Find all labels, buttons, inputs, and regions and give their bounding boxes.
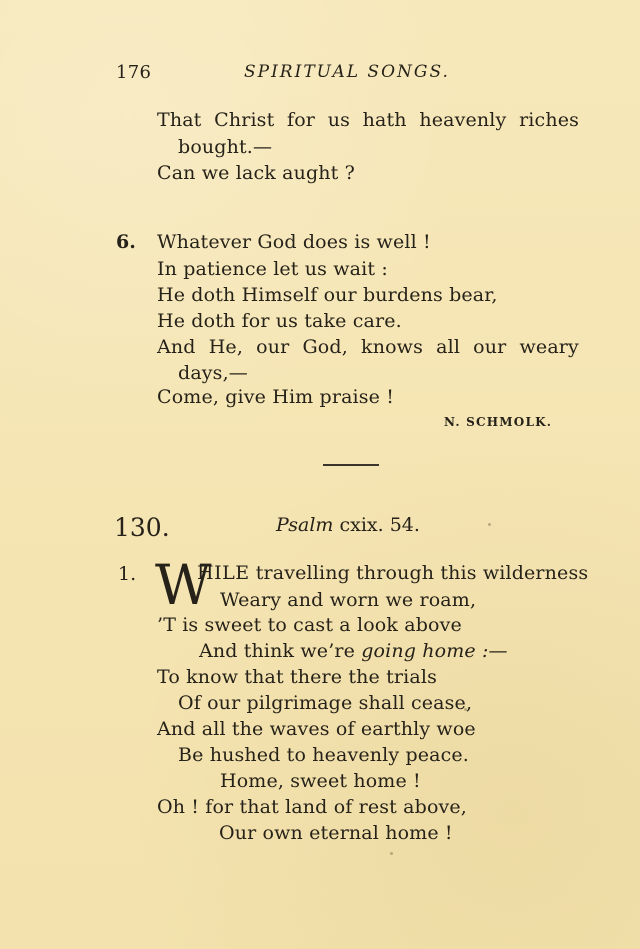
word: for <box>287 109 316 131</box>
word: heavenly <box>419 109 507 131</box>
verse-line <box>157 336 579 358</box>
verse-line: Be hushed to heavenly peace. <box>178 744 469 766</box>
verse-line: In patience let us wait : <box>157 258 388 280</box>
verse-number: 1. <box>118 563 137 585</box>
verse-line: Of our pilgrimage shall cease, <box>178 692 473 714</box>
print-speck <box>488 523 491 526</box>
word: us <box>327 109 350 131</box>
verse-line: Home, sweet home ! <box>220 770 421 792</box>
verse-line: To know that there the trials <box>157 666 437 688</box>
print-speck <box>390 852 393 855</box>
subtitle-italic: Psalm <box>276 514 334 536</box>
drop-cap: W <box>155 553 212 617</box>
verse-line: Weary and worn we roam, <box>220 589 477 611</box>
word: riches <box>519 109 579 131</box>
continuation-line-3: Can we lack aught ? <box>157 162 355 184</box>
first-line-rest: travelling through this wilderness <box>249 562 589 584</box>
word: hath <box>362 109 407 131</box>
word: And <box>157 336 196 358</box>
word: weary <box>519 336 579 358</box>
hymn-subtitle <box>276 514 420 536</box>
running-title: SPIRITUAL SONGS. <box>244 62 450 82</box>
page-number: 176 <box>116 62 152 83</box>
word: That <box>157 109 202 131</box>
line-plain: And think we’re <box>199 640 362 662</box>
author-attribution: N. SCHMOLK. <box>444 415 553 429</box>
word: Christ <box>214 109 275 131</box>
word: knows <box>361 336 423 358</box>
word: our <box>473 336 507 358</box>
verse-line: And all the waves of earthly woe <box>157 718 476 740</box>
word: He, <box>208 336 244 358</box>
verse-line <box>199 640 508 662</box>
verse-line: Oh ! for that land of rest above, <box>157 796 467 818</box>
verse-line: Come, give Him praise ! <box>157 386 395 408</box>
verse-line: ’T is sweet to cast a look above <box>157 614 462 636</box>
word: our <box>256 336 290 358</box>
line-italic: going home :— <box>361 640 508 662</box>
hymn-number: 130. <box>114 513 170 542</box>
word: God, <box>302 336 348 358</box>
verse-line: days,— <box>178 362 248 384</box>
verse-line: Whatever God does is well ! <box>157 231 431 253</box>
first-line-caps: HILE <box>197 562 250 584</box>
verse-line <box>197 562 588 584</box>
word: all <box>436 336 461 358</box>
verse-number: 6. <box>116 231 136 253</box>
verse-line: He doth for us take care. <box>157 310 402 332</box>
subtitle-rest: cxix. 54. <box>333 514 420 536</box>
section-divider <box>323 464 379 466</box>
verse-line: Our own eternal home ! <box>219 822 453 844</box>
continuation-line-1 <box>157 109 579 131</box>
verse-line: He doth Himself our burdens bear, <box>157 284 498 306</box>
continuation-line-2: bought.— <box>178 136 273 158</box>
print-speck <box>464 708 467 711</box>
